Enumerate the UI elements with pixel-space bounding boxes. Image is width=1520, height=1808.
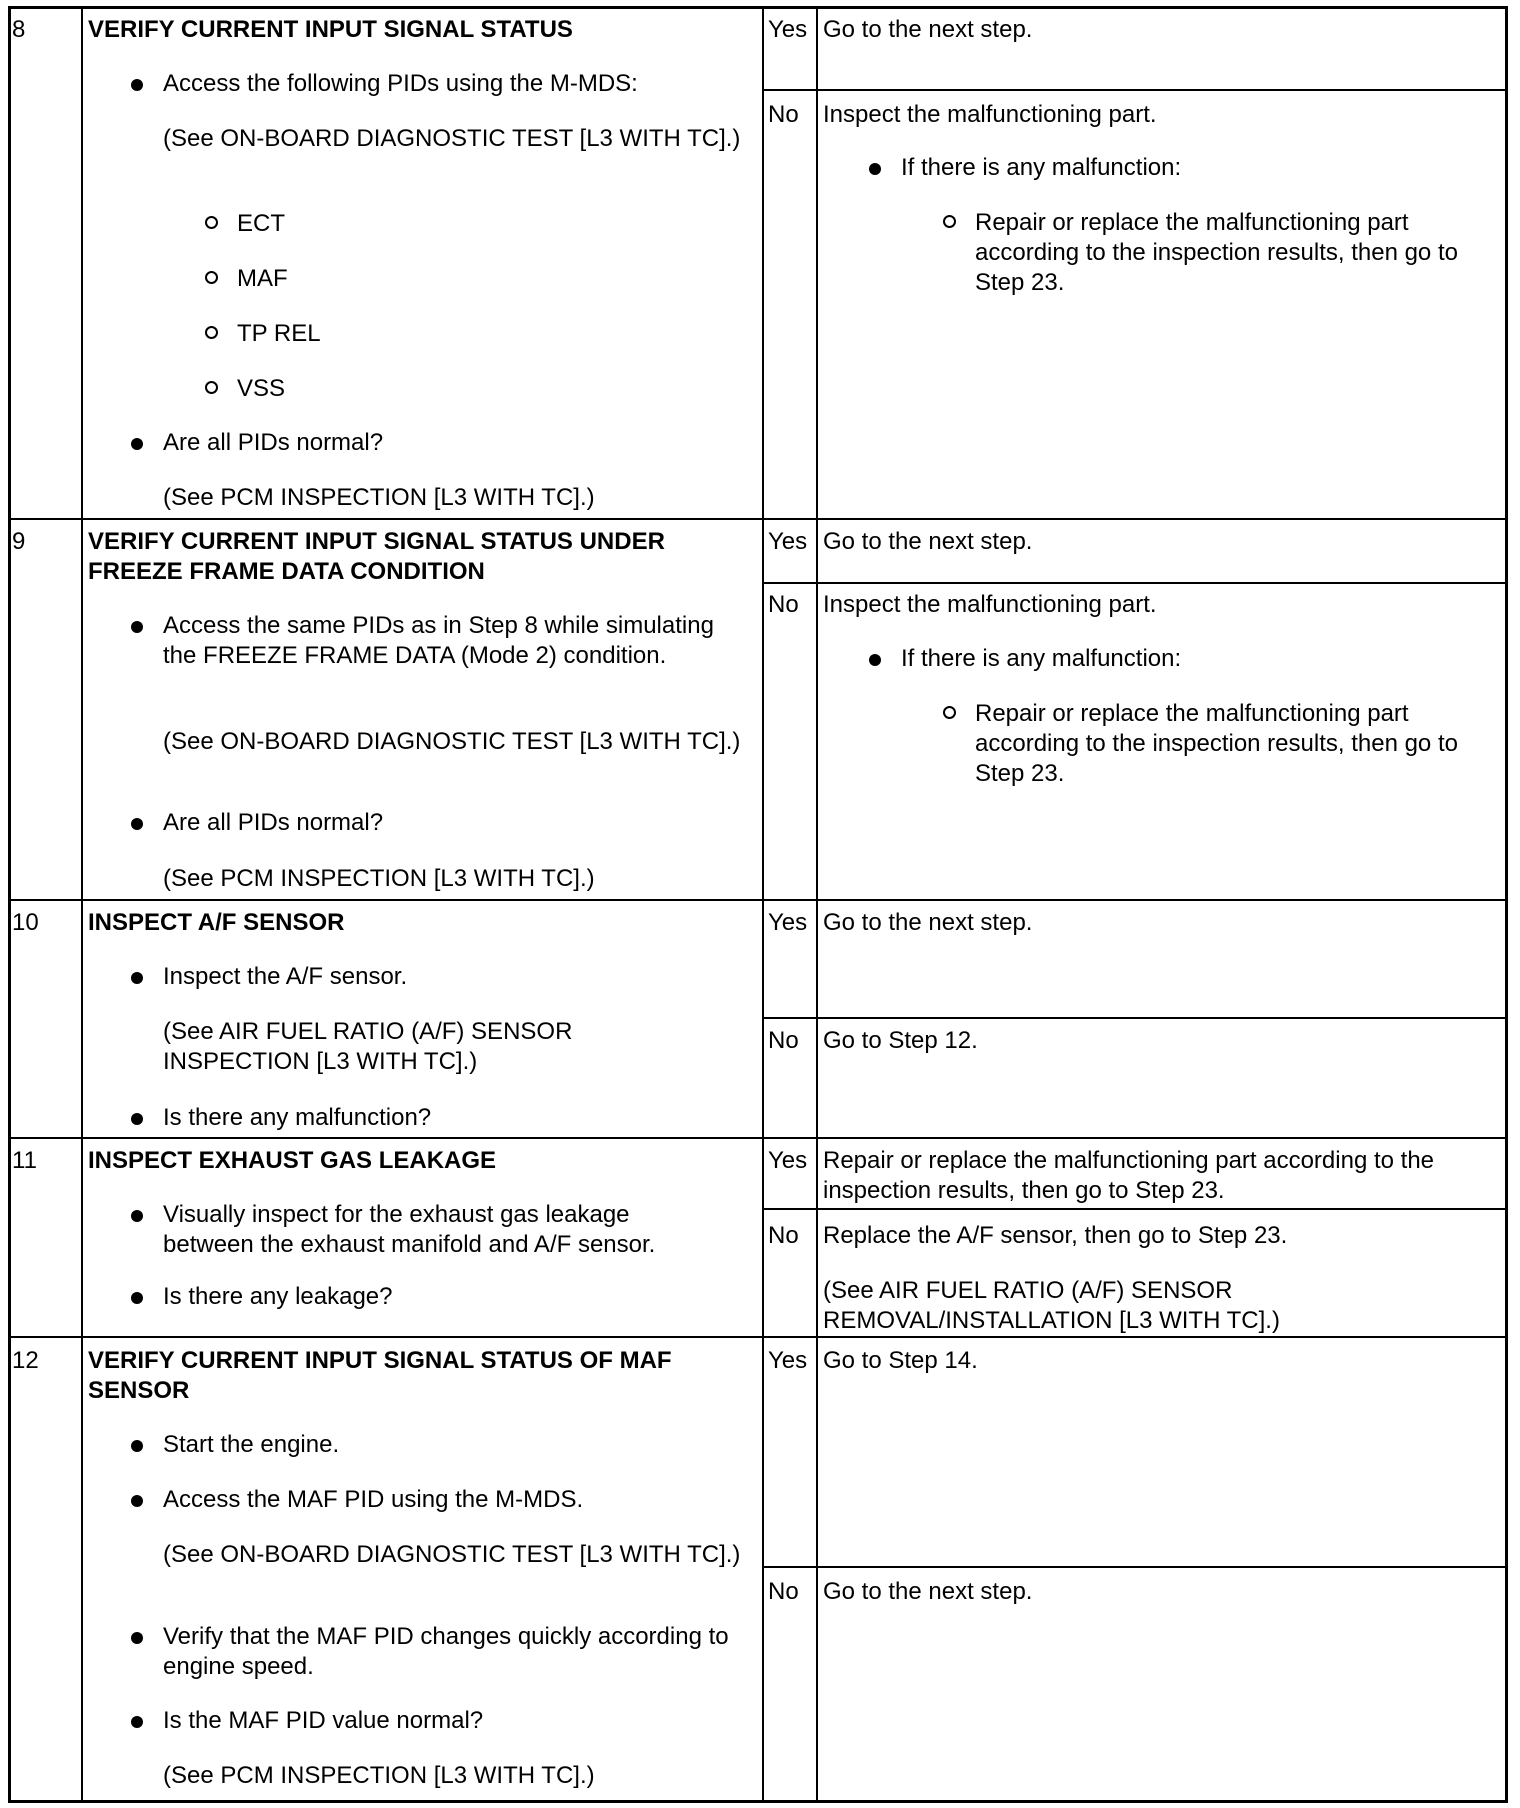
step-title: INSPECT A/F SENSOR [88,909,345,936]
step-instruction: Access the MAF PID using the M-MDS. [163,1486,584,1513]
step-number: 12 [12,1347,39,1374]
bullet-icon [131,1495,143,1507]
yes-action: Go to Step 14. [823,1347,978,1374]
step-instruction: Verify that the MAF PID changes quickly according to engine speed. [163,1623,729,1680]
sub-bullet-icon [943,215,956,228]
step-reference: (See PCM INSPECTION [L3 WITH TC].) [163,484,595,511]
yes-action: Repair or replace the malfunctioning part according to the inspection results, then go to Step 23. [823,1147,1435,1204]
table-border-top [8,6,1508,9]
column-divider-action [762,6,764,1802]
step-reference: (See ON-BOARD DIAGNOSTIC TEST [L3 WITH TC].) [163,1541,741,1568]
table-border-left [8,6,11,1803]
step-reference: (See ON-BOARD DIAGNOSTIC TEST [L3 WITH TC].) [163,728,741,755]
no-action: Go to the next step. [823,1578,1033,1605]
step-number: 8 [12,16,26,43]
pid-item: MAF [237,265,288,292]
sub-bullet-icon [943,706,956,719]
row-divider [8,1336,1508,1338]
step-instruction: Visually inspect for the exhaust gas leakage between the exhaust manifold and A/F sensor. [163,1201,656,1258]
step-reference: (See ON-BOARD DIAGNOSTIC TEST [L3 WITH TC].) [163,125,741,152]
column-divider-result [816,6,818,1802]
step-instruction: Start the engine. [163,1431,340,1458]
yes-action: Go to the next step. [823,16,1033,43]
bullet-icon [131,1632,143,1644]
yes-no-divider [762,1566,1507,1568]
no-action: Inspect the malfunctioning part. [823,101,1157,128]
pid-item: VSS [237,375,286,402]
step-reference: (See PCM INSPECTION [L3 WITH TC].) [163,1762,595,1789]
yes-action: Go to the next step. [823,528,1033,555]
bullet-icon [131,1113,143,1125]
yes-label: Yes [768,1347,808,1374]
step-instruction: Access the same PIDs as in Step 8 while simulating the FREEZE FRAME DATA (Mode 2) condition. [163,612,714,669]
step-question: Are all PIDs normal? [163,429,384,456]
bullet-icon [131,1440,143,1452]
step-instruction: Inspect the A/F sensor. [163,963,408,990]
sub-bullet-icon [205,271,218,284]
row-divider [8,899,1508,901]
no-label: No [768,101,799,128]
no-action: Go to Step 12. [823,1027,978,1054]
no-label: No [768,1222,799,1249]
pid-item: TP REL [237,320,321,347]
step-title: VERIFY CURRENT INPUT SIGNAL STATUS [88,16,573,43]
step-question: Is there any malfunction? [163,1104,432,1131]
no-condition: If there is any malfunction: [901,645,1182,672]
step-reference: (See AIR FUEL RATIO (A/F) SENSOR INSPECTION [L3 WITH TC].) [163,1018,573,1075]
no-label: No [768,591,799,618]
bullet-icon [131,79,143,91]
step-title: VERIFY CURRENT INPUT SIGNAL STATUS OF MAF SENSOR [88,1347,672,1404]
no-label: No [768,1027,799,1054]
yes-action: Go to the next step. [823,909,1033,936]
step-instruction: Access the following PIDs using the M-MDS: [163,70,638,97]
step-title: INSPECT EXHAUST GAS LEAKAGE [88,1147,497,1174]
step-number: 11 [12,1147,37,1174]
no-remedy: Repair or replace the malfunctioning part according to the inspection results, then go to Step 23. [975,700,1458,787]
yes-no-divider [762,1017,1507,1019]
step-question: Is there any leakage? [163,1283,393,1310]
table-border-right [1505,6,1508,1803]
bullet-icon [869,654,881,666]
bullet-icon [131,972,143,984]
row-divider [8,1137,1508,1139]
yes-label: Yes [768,1147,808,1174]
step-number: 10 [12,909,39,936]
bullet-icon [869,163,881,175]
step-number: 9 [12,528,26,555]
yes-label: Yes [768,909,808,936]
yes-label: Yes [768,528,808,555]
yes-no-divider [762,1208,1507,1210]
no-action: Inspect the malfunctioning part. [823,591,1157,618]
yes-no-divider [762,89,1507,91]
bullet-icon [131,818,143,830]
row-divider [8,518,1508,520]
column-divider-step [81,6,83,1802]
step-question: Is the MAF PID value normal? [163,1707,484,1734]
bullet-icon [131,1210,143,1222]
sub-bullet-icon [205,326,218,339]
no-label: No [768,1578,799,1605]
no-remedy: Repair or replace the malfunctioning part according to the inspection results, then go to Step 23. [975,209,1458,296]
yes-label: Yes [768,16,808,43]
no-reference: (See AIR FUEL RATIO (A/F) SENSOR REMOVAL/INSTALLATION [L3 WITH TC].) [823,1277,1280,1334]
step-question: Are all PIDs normal? [163,809,384,836]
bullet-icon [131,621,143,633]
sub-bullet-icon [205,381,218,394]
no-condition: If there is any malfunction: [901,154,1182,181]
bullet-icon [131,1716,143,1728]
pid-item: ECT [237,210,285,237]
bullet-icon [131,1292,143,1304]
table-border-bottom [8,1800,1508,1803]
no-action: Replace the A/F sensor, then go to Step 23. [823,1222,1288,1249]
sub-bullet-icon [205,216,218,229]
step-reference: (See PCM INSPECTION [L3 WITH TC].) [163,865,595,892]
yes-no-divider [762,582,1507,584]
bullet-icon [131,438,143,450]
step-title: VERIFY CURRENT INPUT SIGNAL STATUS UNDER FREEZE FRAME DATA CONDITION [88,528,665,585]
